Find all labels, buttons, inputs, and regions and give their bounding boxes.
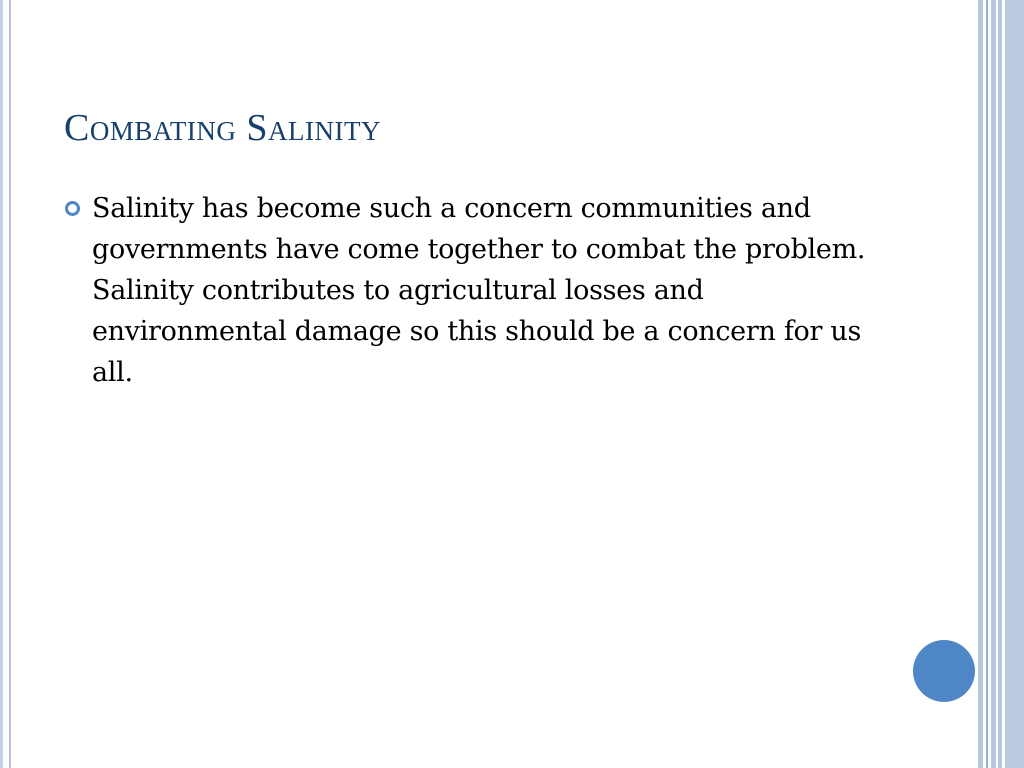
right-border-stripe <box>998 0 1002 768</box>
slide-title: Combating Salinity <box>64 107 381 149</box>
left-border-stripe <box>0 0 3 768</box>
bullet-item <box>64 188 869 393</box>
right-border-stripe <box>1005 0 1024 768</box>
circle-bullet-icon <box>65 201 80 216</box>
bullet-text: Salinity has become such a concern communities and governments have come together to combat the problem. Salinity contributes to agricultural losses and environmental damage so this should be a concern for us all. <box>92 193 866 388</box>
right-border-stripe <box>978 0 983 768</box>
right-border-stripe <box>986 0 988 768</box>
right-border-stripe <box>991 0 996 768</box>
blue-circle-icon <box>913 640 975 702</box>
left-border-stripe <box>9 0 11 768</box>
bullet-list <box>64 188 869 393</box>
